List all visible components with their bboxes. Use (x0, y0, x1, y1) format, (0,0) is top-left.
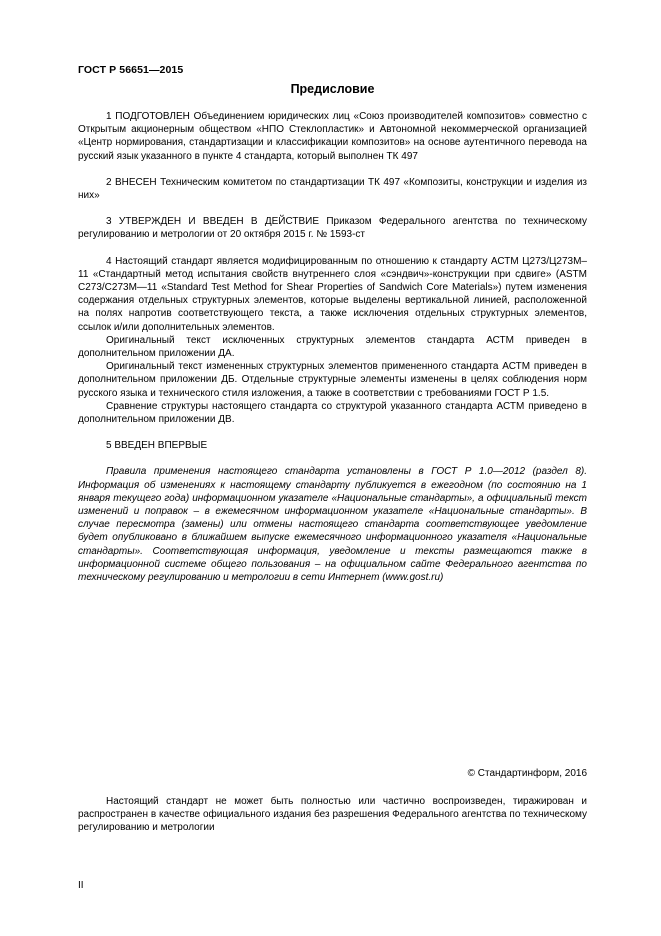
notice-text: Настоящий стандарт не может быть полностью или частично воспроизведен, тиражирован и распространен в качестве официального издания без разрешения Федерального агентства по техническому регулированию и метрологии (78, 796, 587, 834)
paragraph-appendix-db: Оригинальный текст измененных структурных элементов примененного стандарта АСТМ приведен в дополнительном приложении ДБ. Отдельные структурные элементы изменены в целях соблюдения норм русского языка и технического стиля изложения, а также в соответствии с требованиями ГОСТ Р 1.5. (78, 361, 587, 399)
paragraph-first-introduced: 5 ВВЕДЕН ВПЕРВЫЕ (106, 440, 208, 452)
copyright: © Стандартинформ, 2016 (467, 768, 587, 779)
paragraph-modified: 4 Настоящий стандарт является модифицированным по отношению к стандарту АСТМ Ц273/Ц273М–11 «Стандартный метод испытания свойств внутреннего слоя «сэндвич»-конструкции при сдвиге» (ASTM C273/C273M—11 «Standard Test Method for Shear Properties of Sandwich Core Materials») путем изменения содержания отдельных структурных элементов, которые выделены вертикальной линией, расположенной на полях напротив соответствующего текста, а также исключения отдельных структурных элементов, ссылок и/или дополнительных элементов. (78, 255, 587, 333)
document-number: ГОСТ Р 56651—2015 (78, 64, 184, 76)
page-title: Предисловие (290, 82, 375, 96)
paragraph-appendix-da: Оригинальный текст исключенных структурных элементов стандарта АСТМ приведен в дополнительном приложении ДА. (78, 334, 587, 360)
foreword-body (78, 110, 587, 584)
paragraph-prepared: 1 ПОДГОТОВЛЕН Объединением юридических лиц «Союз производителей композитов» совместно с Открытым акционерным обществом «НПО Стеклопластик» и Автономной некоммерческой организацией «Центр нормирования, стандартизации и классификации композитов» на основе аутентичного перевода на русский язык указанного в пункте 4 стандарта, который выполнен ТК 497 (78, 111, 587, 162)
paragraph-approved: 3 УТВЕРЖДЕН И ВВЕДЕН В ДЕЙСТВИЕ Приказом Федерального агентства по техническому регулированию и метрологии от 20 октября 2015 г. № 1593-ст (78, 216, 587, 241)
paragraph-introduced: 2 ВНЕСЕН Техническим комитетом по стандартизации ТК 497 «Композиты, конструкции и изделия из них» (78, 176, 587, 202)
paragraph-appendix-dv: Сравнение структуры настоящего стандарта со структурой указанного стандарта АСТМ приведено в дополнительном приложении ДВ. (78, 400, 587, 426)
reproduction-notice (78, 795, 587, 835)
paragraph-rules: Правила применения настоящего стандарта установлены в ГОСТ Р 1.0—2012 (раздел 8). Информация об изменениях к настоящему стандарту публикуется в ежегодном (по состоянию на 1 января текущего года) информационном указателе «Национальные стандарты», а официальный текст изменений и поправок – в ежемесячном информационном указателе «Национальные стандарты». В случае пересмотра (замены) или отмены настоящего стандарта соответствующее уведомление будет опубликовано в ближайшем выпуске ежемесячного информационного указателя «Национальные стандарты». Соответствующая информация, уведомление и тексты размещаются также в информационной системе общего пользования – на официальном сайте Федерального агентства по техническому регулированию и метрологии в сети Интернет (www.gost.ru) (78, 466, 587, 584)
page-number: II (78, 880, 84, 891)
